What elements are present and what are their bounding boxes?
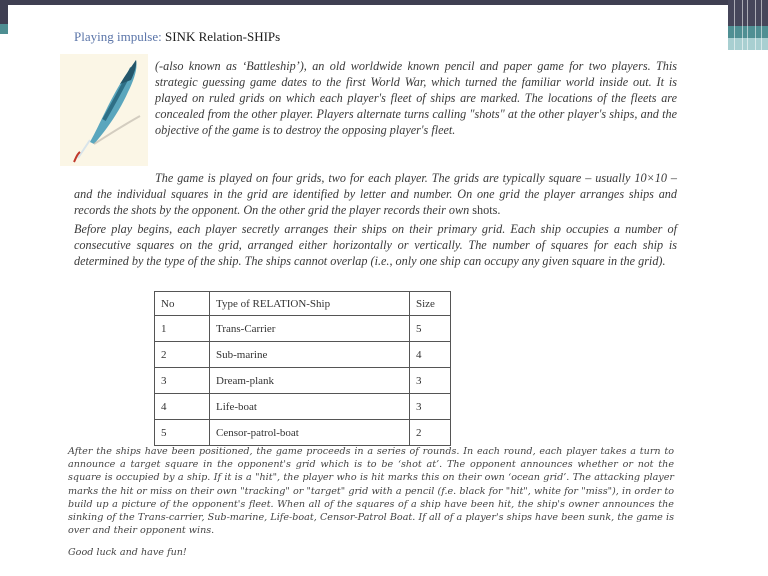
table-row bbox=[155, 420, 451, 446]
header-size: Size bbox=[410, 292, 451, 316]
title-text: SINK Relation-SHIPs bbox=[165, 29, 281, 44]
slide-frame-left-band bbox=[0, 6, 8, 24]
signoff-text: Good luck and have fun! bbox=[68, 547, 187, 558]
cell-size: 5 bbox=[410, 316, 451, 342]
intro-paragraph: (-also known as ‘Battleship’), an old worldwide known pencil and paper game for two players. This strategic guessing game dates to the first World War, which turned the familiar world inside out. It is played on ruled grids on which each player's fleet of ships are marked. The locations of the fleets are concealed from the other player. Players alternate turns calling "shots" at the other player's ships, and the objective of the game is to destroy the opposing player's fleet. bbox=[155, 59, 677, 137]
slide-frame-left-accent bbox=[0, 24, 8, 34]
grids-paragraph-text: The game is played on four grids, two for each player. The grids are typically square – usually 10×10 – and the individual squares in the grid are identified by letter and number. On one grid the player arranges ships and records the shots by the opponent. On the other grid the player records their own bbox=[74, 171, 677, 217]
gameplay-paragraph: After the ships have been positioned, the game proceeds in a series of rounds. In each round, each player takes a turn to announce a target square in the opponent's grid which is to be ‘shot at’. The opponent announces whether or not the square is occupied by a ship. If it is a "hit", the player who is hit marks this on their own ‘ocean grid’. The attacking player marks the hit or miss on their own "tracking" or "target" grid with a pencil (f.e. black for "hit", white for "miss"), in order to build up a picture of the opponent's fleet. When all of the squares of a ship have been hit, the ship's owner announces the sinking of the Trans-carrier, Sub-marine, Life-boat, Censor-Patrol Boat. If all of a player's ships have been sunk, the game is over and their opponent wins. bbox=[68, 446, 674, 537]
cell-type: Life-boat bbox=[210, 394, 410, 420]
cell-size: 3 bbox=[410, 394, 451, 420]
cell-no: 3 bbox=[155, 368, 210, 394]
cell-type: Dream-plank bbox=[210, 368, 410, 394]
cell-no: 5 bbox=[155, 420, 210, 446]
table-row bbox=[155, 316, 451, 342]
quill-pen-icon bbox=[60, 54, 148, 166]
table-row bbox=[155, 368, 451, 394]
table-header-row bbox=[155, 292, 451, 316]
header-type: Type of RELATION-Ship bbox=[210, 292, 410, 316]
cell-no: 4 bbox=[155, 394, 210, 420]
header-no: No bbox=[155, 292, 210, 316]
ship-types-table bbox=[154, 291, 451, 446]
cell-size: 4 bbox=[410, 342, 451, 368]
page-title bbox=[74, 29, 280, 45]
cell-type: Trans-Carrier bbox=[210, 316, 410, 342]
setup-paragraph: Before play begins, each player secretly arranges their ships on their primary grid. Each ship occupies a number of consecutive squares on the grid, arranged either horizontally or vertically. The number of squares for each ship is determined by the type of the ship. The ships cannot overlap (i.e., only one ship can occupy any given square in the grid). bbox=[74, 222, 677, 268]
cell-no: 1 bbox=[155, 316, 210, 342]
slide-frame-corner-decoration bbox=[728, 0, 768, 50]
cell-no: 2 bbox=[155, 342, 210, 368]
cell-size: 2 bbox=[410, 420, 451, 446]
table-row bbox=[155, 342, 451, 368]
table-row bbox=[155, 394, 451, 420]
grids-paragraph bbox=[74, 170, 677, 218]
cell-type: Sub-marine bbox=[210, 342, 410, 368]
title-label: Playing impulse: bbox=[74, 29, 162, 44]
cell-type: Censor-patrol-boat bbox=[210, 420, 410, 446]
grids-paragraph-end: shots. bbox=[472, 203, 501, 217]
cell-size: 3 bbox=[410, 368, 451, 394]
